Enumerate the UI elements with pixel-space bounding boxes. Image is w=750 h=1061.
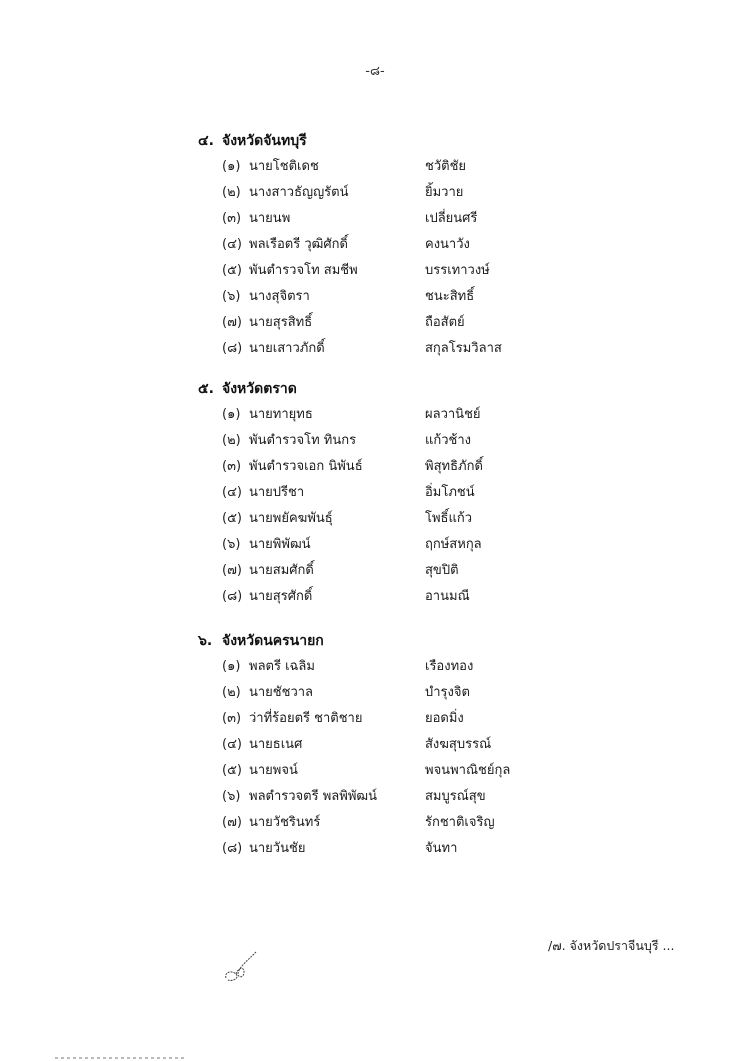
section-title — [198, 628, 718, 654]
list-item — [198, 532, 718, 558]
item-surname: พิสุทธิภักดิ์ — [425, 459, 483, 474]
item-number: (๗) — [222, 315, 242, 330]
item-surname: บำรุงจิต — [425, 685, 470, 700]
item-surname: สมบูรณ์สุข — [425, 789, 486, 804]
item-number: (๕) — [222, 511, 242, 526]
item-number: (๒) — [222, 185, 241, 200]
item-surname: บรรเทาวงษ์ — [425, 263, 490, 278]
item-surname: ถือสัตย์ — [425, 315, 465, 330]
section-chanthaburi — [198, 128, 718, 362]
item-name: นายนพ — [249, 211, 291, 226]
scan-artifact — [55, 1057, 185, 1059]
item-surname: แก้วช้าง — [425, 433, 472, 448]
item-name: พันตำรวจโท ทินกร — [249, 433, 357, 448]
list-item — [198, 480, 718, 506]
item-number: (๒) — [222, 433, 241, 448]
list-item — [198, 258, 718, 284]
list-item — [198, 180, 718, 206]
item-number: (๗) — [222, 815, 242, 830]
item-number: (๘) — [222, 341, 243, 356]
item-name: นายสมศักดิ์ — [249, 563, 314, 578]
item-number: (๓) — [222, 711, 242, 726]
item-number: (๘) — [222, 589, 243, 604]
item-number: (๑) — [222, 407, 241, 422]
item-name: นางสุจิตรา — [249, 289, 310, 304]
list-item — [198, 680, 718, 706]
item-number: (๕) — [222, 763, 242, 778]
list-item — [198, 558, 718, 584]
item-surname: ชนะสิทธิ์ — [425, 289, 475, 304]
item-name: นายสุรศักดิ์ — [249, 589, 313, 604]
list-item — [198, 428, 718, 454]
item-name: นางสาวธัญญรัตน์ — [249, 185, 349, 200]
item-number: (๖) — [222, 537, 241, 552]
list-item — [198, 732, 718, 758]
item-surname: จันทา — [425, 841, 458, 856]
item-number: (๖) — [222, 289, 241, 304]
item-number: (๔) — [222, 237, 242, 252]
item-surname: คงนาวัง — [425, 237, 470, 252]
continuation-note: /๗. จังหวัดปราจีนบุรี ... — [548, 938, 675, 953]
item-surname: พจนพาณิชย์กุล — [425, 763, 511, 778]
section-nakhon-nayok — [198, 628, 718, 862]
item-name: นายชัชวาล — [249, 685, 314, 700]
list-item — [198, 206, 718, 232]
section-trat — [198, 376, 718, 610]
item-surname: อานมณี — [425, 589, 470, 604]
list-item — [198, 454, 718, 480]
item-number: (๘) — [222, 841, 243, 856]
item-surname: เปลี่ยนศรี — [425, 211, 478, 226]
item-number: (๑) — [222, 159, 241, 174]
section-heading: จังหวัดจันทบุรี — [222, 133, 307, 149]
item-surname: รักชาติเจริญ — [425, 815, 495, 830]
item-name: นายวันชัย — [249, 841, 306, 856]
list-item — [198, 402, 718, 428]
section-heading: จังหวัดนครนายก — [222, 633, 324, 649]
item-name: นายพจน์ — [249, 763, 298, 778]
list-item — [198, 154, 718, 180]
item-name: พันตำรวจเอก นิพันธ์ — [249, 459, 363, 474]
list-item — [198, 506, 718, 532]
item-name: นายพยัคฆพันธุ์ — [249, 511, 333, 526]
item-surname: สุขปิติ — [425, 563, 459, 578]
item-number: (๔) — [222, 485, 242, 500]
item-surname: ฤกษ์สหกุล — [425, 537, 482, 552]
item-number: (๖) — [222, 789, 241, 804]
list-item — [198, 584, 718, 610]
item-number: (๓) — [222, 459, 242, 474]
item-name: นายวัชรินทร์ — [249, 815, 321, 830]
item-name: ว่าที่ร้อยตรี ชาติชาย — [249, 711, 363, 726]
item-number: (๓) — [222, 211, 242, 226]
item-surname: ยิ้มวาย — [425, 185, 464, 200]
item-name: นายปรีชา — [249, 485, 305, 500]
item-surname: โพธิ์แก้ว — [425, 511, 473, 526]
section-title — [198, 376, 718, 402]
list-item — [198, 654, 718, 680]
list-item — [198, 706, 718, 732]
list-item — [198, 310, 718, 336]
list-item — [198, 336, 718, 362]
item-name: นายเสาวภักดิ์ — [249, 341, 325, 356]
item-name: นายทายุทธ — [249, 407, 313, 422]
item-surname: สังฆสุบรรณ์ — [425, 737, 492, 752]
section-title — [198, 128, 718, 154]
item-number: (๒) — [222, 685, 241, 700]
list-item — [198, 836, 718, 862]
signature-icon — [222, 948, 262, 984]
item-surname: ชวัติชัย — [425, 159, 467, 174]
item-name: นายพิพัฒน์ — [249, 537, 311, 552]
item-surname: เรืองทอง — [425, 659, 474, 674]
item-surname: สกุลโรมวิลาส — [425, 341, 502, 356]
item-name: พันตำรวจโท สมชีพ — [249, 263, 358, 278]
item-name: นายโชติเดช — [249, 159, 319, 174]
item-name: พลตำรวจตรี พลพิพัฒน์ — [249, 789, 378, 804]
item-surname: ผลวานิชย์ — [425, 407, 481, 422]
section-number: ๖. — [198, 633, 213, 649]
list-item — [198, 758, 718, 784]
item-name: นายธเนศ — [249, 737, 303, 752]
item-number: (๗) — [222, 563, 242, 578]
item-name: พลตรี เฉลิม — [249, 659, 315, 674]
list-item — [198, 232, 718, 258]
list-item — [198, 810, 718, 836]
item-name: พลเรือตรี วุฒิศักดิ์ — [249, 237, 348, 252]
section-number: ๔. — [198, 133, 214, 149]
item-number: (๔) — [222, 737, 242, 752]
item-number: (๑) — [222, 659, 241, 674]
list-item — [198, 284, 718, 310]
section-heading: จังหวัดตราด — [222, 381, 297, 397]
list-item — [198, 784, 718, 810]
page-number: -๘- — [365, 64, 385, 79]
item-number: (๕) — [222, 263, 242, 278]
item-surname: ยอดมิ่ง — [425, 711, 464, 726]
section-number: ๕. — [198, 381, 214, 397]
item-surname: อิ่มโภชน์ — [425, 485, 475, 500]
item-name: นายสุรสิทธิ์ — [249, 315, 313, 330]
